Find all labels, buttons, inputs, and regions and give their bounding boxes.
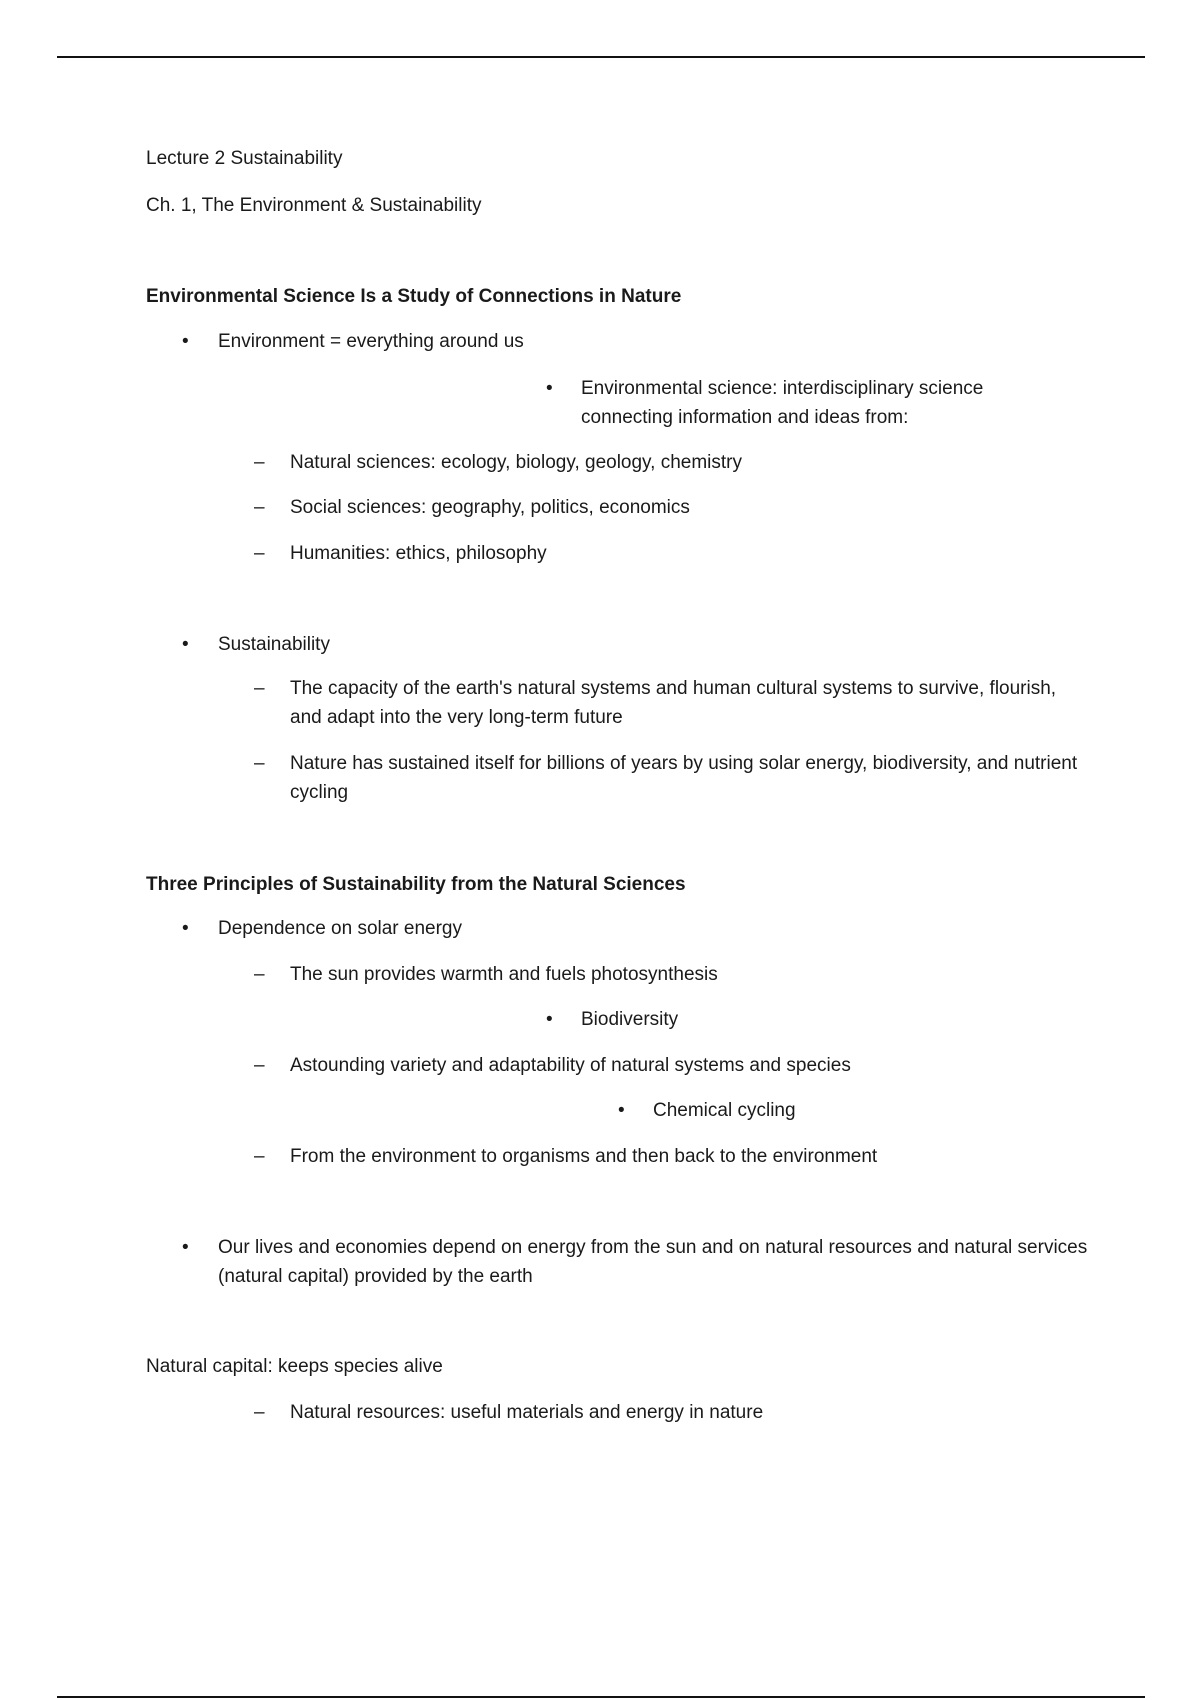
list-item-environment: Environment = everything around us (218, 331, 524, 352)
list-item-environmental-science: Environmental science: interdisciplinary science connecting information and ideas from: (581, 378, 984, 428)
natural-capital-line: Natural capital: keeps species alive (146, 1356, 443, 1377)
top-rule (57, 56, 1145, 58)
bullet-marker: • (182, 634, 189, 655)
sublist-item-humanities: Humanities: ethics, philosophy (290, 543, 547, 564)
dash-marker: – (254, 1402, 265, 1423)
sublist-item-nature-sustained: Nature has sustained itself for billions of years by using solar energy, biodiversity, and nutrient cycling (290, 753, 1078, 803)
bullet-marker: • (546, 1009, 553, 1030)
sublist-item-sun-provides: The sun provides warmth and fuels photosynthesis (290, 964, 718, 985)
sublist-item-capacity: The capacity of the earth's natural systems and human cultural systems to survive, flourish, and adapt into the very long-term future (290, 678, 1057, 728)
list-item-biodiversity: Biodiversity (581, 1009, 679, 1030)
bullet-marker: • (546, 378, 553, 399)
dash-marker: – (254, 964, 265, 985)
list-item-chemical-cycling: Chemical cycling (653, 1100, 796, 1121)
chapter-title: Ch. 1, The Environment & Sustainability (146, 195, 482, 216)
dash-marker: – (254, 1055, 265, 1076)
dash-marker: – (254, 452, 265, 473)
sublist-item-natural-sciences: Natural sciences: ecology, biology, geology, chemistry (290, 452, 742, 473)
bullet-marker: • (182, 1237, 189, 1258)
dash-marker: – (254, 1146, 265, 1167)
sublist-item-from-environment: From the environment to organisms and then back to the environment (290, 1146, 878, 1167)
section-heading-environmental-science: Environmental Science Is a Study of Connections in Nature (146, 286, 682, 307)
bullet-marker: • (182, 918, 189, 939)
dash-marker: – (254, 543, 265, 564)
dash-marker: – (254, 497, 265, 518)
document-title: Lecture 2 Sustainability (146, 148, 343, 169)
list-item-solar-energy: Dependence on solar energy (218, 918, 463, 939)
list-item-our-lives: Our lives and economies depend on energy from the sun and on natural resources and natural services (natural capital) provided by the earth (218, 1237, 1088, 1287)
list-item-sustainability: Sustainability (218, 634, 330, 655)
bullet-marker: • (618, 1100, 625, 1121)
bullet-marker: • (182, 331, 189, 352)
dash-marker: – (254, 678, 265, 699)
section-heading-three-principles: Three Principles of Sustainability from the Natural Sciences (146, 874, 686, 895)
dash-marker: – (254, 753, 265, 774)
sublist-item-astounding-variety: Astounding variety and adaptability of natural systems and species (290, 1055, 851, 1076)
sublist-item-social-sciences: Social sciences: geography, politics, economics (290, 497, 690, 518)
bottom-rule (57, 1696, 1145, 1698)
sublist-item-natural-resources: Natural resources: useful materials and energy in nature (290, 1402, 764, 1423)
